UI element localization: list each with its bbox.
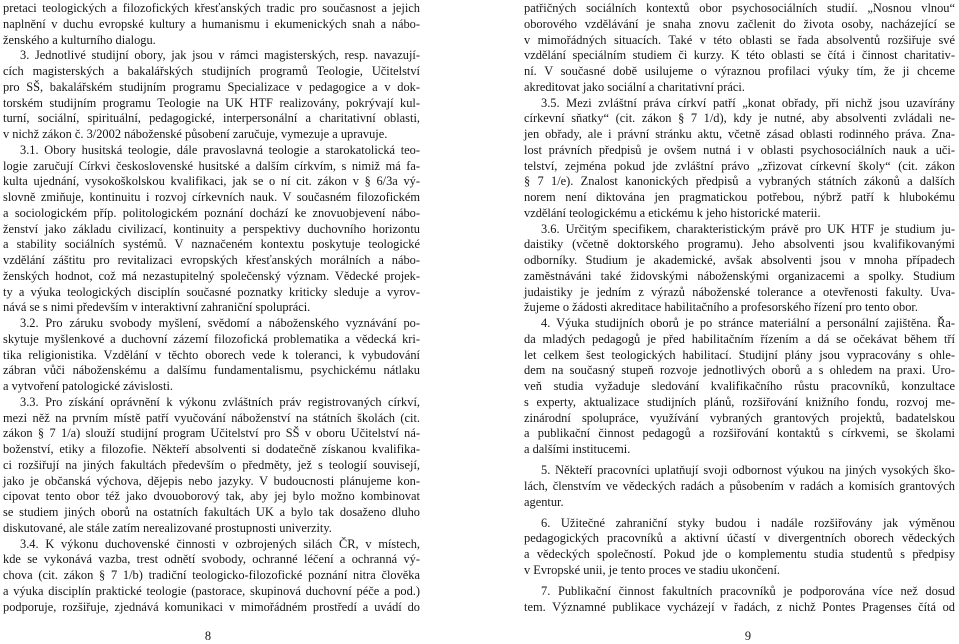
paragraph-3-2 [3, 316, 420, 395]
text-line: turní, sociální, spirituální, pedagogické, interpersonální a charitativní oblasti, [3, 111, 420, 126]
text-line: tem. Významné publikace vycházejí v řadách, z nichž Pontes Pragenses čítá od [524, 599, 955, 614]
text-line: 3.1. Obory husitská teologie, dále pravoslavná teologie a starokatolická teo- [20, 142, 420, 157]
paragraph-4 [524, 316, 955, 458]
text-line: vzdělání speciálním studiem či kurzy. K této oblasti se čítá i činnost charitativ- [524, 48, 955, 63]
text-line: slovně zmiňuje, kontinuitu i rozvoj církevních nauk. V současném filozofickém [3, 190, 420, 204]
text-line: § 7 1/e). Znalost kanonických předpisů a vybraných státních zákonů a dalších [524, 174, 955, 189]
text-line: a sociologickém příp. politologickém poznání dochází ke znovuobjevení nábo- [3, 205, 420, 220]
text-line: diskutované, ale stále zatím nerealizované prostupnosti univerzity. [3, 520, 332, 535]
text-line: a stability sociálních systémů. V naznačeném kontextu poskytuje teologické [3, 237, 420, 252]
text-line: skytuje myšlenkové a duchovní zázemí filozofická problematika a vědecká kri- [3, 331, 420, 346]
text-line: a publikační činnost pedagogů a rozšiřování kontaktů s církvemi, se školami [524, 426, 955, 441]
text-line: 4. Výuka studijních oborů je po stránce materiální a personální zajištěna. Řa- [541, 316, 955, 330]
text-line: kulta ujednání, vysokoškolskou kvalifikaci, jak se o ní cit. zákon v § 6/3a vý- [3, 174, 420, 189]
text-line: lost právních předpisů je ovšem nutná i v oblasti psychosociálních nauk a uči- [524, 142, 955, 157]
paragraph-3-4 [3, 537, 420, 616]
text-line: 3.3. Pro získání oprávnění k výkonu zvláštních práv registrovaných církví, [20, 394, 420, 409]
text-line: a vytvoření patologické závislosti. [3, 379, 173, 393]
text-line: a výuka disciplín praktické teologie (pastorace, skupinová duchovní péče a pod.) [3, 583, 420, 598]
text-line: kde se vykonává vazba, trest odnětí svobody, ochranné léčení a ochranná vý- [3, 552, 420, 567]
text-line: 3. Jednotlivé studijní obory, jak jsou v rámci magisterských, resp. navazují- [20, 48, 420, 63]
text-line: zinárodní spolupráce, využívání vybraných grantových projektů, badatelskou [524, 410, 955, 425]
text-line: vzdělání teologickému a etickému k jeho historické materii. [524, 205, 821, 220]
paragraph-6 [524, 516, 955, 579]
text-line: cipovat tento obor též jako dvouoborový tak, aby jej bylo možno kombinovat [3, 489, 420, 504]
text-line: tika religionistika. Vzdělání v těchto oborech vede k toleranci, k vybudování [3, 347, 420, 362]
text-line: 3.6. Určitým specifikem, charakteristickým právě pro UK HTF je studium ju- [541, 221, 955, 236]
text-line: pro SŠ, bakalářském studijním programu Specializace v pedagogice a v dok- [3, 79, 420, 94]
paragraph-continued-from-previous-page [3, 1, 420, 48]
text-line: da mladých pedagogů je před habilitačním řízením a dá se očekávat během tří [524, 331, 955, 346]
text-line: nává se s nimi především v interaktivní zahraniční spolupráci. [3, 300, 311, 315]
text-line: daistiky (včetně doktorského programu). Jeho absolventi jsou kvalifikovanými [524, 237, 955, 252]
text-line: a dalšími institucemi. [524, 442, 631, 456]
text-line: podporuje, rozšiřuje, zjednává komunikaci v mimořádném prostředí a uvádí do [3, 599, 420, 614]
text-line: jako je občanská výchova, dějepis nebo jazyky. V budoucnosti plánujeme kon- [3, 473, 420, 488]
text-line: patřičných sociálních kontextů obor psychosociálních studií. „Nosnou vlnou“ [524, 1, 955, 15]
paragraph-continued-from-previous-page [524, 1, 955, 96]
text-line: ženských hodnot, což má nezastupitelný společenský význam. Vědecké projek- [3, 268, 420, 283]
paragraph-5 [524, 463, 955, 510]
paragraph-3-3 [3, 395, 420, 537]
text-line: pedagogických pracovníků a aktivní účastí v divergentních oborech vědeckých [524, 531, 955, 546]
page-number: 9 [744, 629, 752, 643]
text-line: ženského a kulturního dialogu. [3, 32, 156, 47]
text-line: judaistiky je jedním z výrazů náboženské tolerance a otevřenosti fakulty. Uva- [524, 284, 955, 299]
text-line: jen obřady, ale i právní stránku aktu, včetně zásad oblasti rodinného práva. Zna- [524, 127, 955, 141]
paragraph-3-5 [524, 96, 955, 222]
text-line: mezi něž na prvním místě patří vyučování náboženství na státních školách (cit. [3, 410, 420, 425]
text-line: cích magisterských a bakalářských studijních programů Teologie, Učitelství [3, 64, 420, 78]
text-line: norem není diktována jen pragmatickou potřebou, nýbrž patří k hlubokému [524, 190, 955, 204]
left-page [0, 0, 470, 643]
text-line: ty a výuka teologických disciplín současné poznatky kriticky sleduje a vyrov- [3, 284, 420, 299]
text-line: logie zaručují Církvi československé husitské a dalším církvím, s nimiž má fa- [3, 158, 420, 173]
text-line: telství, zejména pokud jde zvláštní právo „zřizovat církevní školy“ (cit. zákon [524, 158, 955, 173]
text-line: chova (cit. zákon § 7 1/b) tradiční teologicko-filozofické poznání nitra člověka [3, 568, 420, 582]
text-line: 3.2. Pro záruku svobody myšlení, svědomí a náboženského vyznávání po- [20, 316, 420, 330]
text-line: lách, členstvím ve vědeckých radách a působením v radách a komisích grantových [524, 478, 955, 493]
text-line: boženství, etiky a filozofie. Někteří absolventi si dodatečně získanou kvalifika- [3, 442, 420, 456]
text-line: v nichž zákon č. 3/2002 náboženské působení zaručuje, vymezuje a upravuje. [3, 127, 388, 141]
text-line: žujeme o žádosti akreditace habilitačního a profesorského řízení pro tento obor. [524, 300, 918, 315]
text-line: vzdělání záštitu pro revitalizaci evropských křesťanských morálních a nábo- [3, 253, 420, 267]
text-line: ženství jako základu civilizací, kontinuity a perspektivy duchovního horizontu [3, 221, 420, 236]
right-page [480, 0, 959, 643]
text-line: zábran vůči náboženskému a dalšímu fundamentalismu, psychickému nátlaku [3, 363, 420, 378]
page-number: 8 [204, 629, 212, 643]
text-line: 6. Užitečné zahraniční styky budou i nadále rozšiřovány jak výměnou [541, 515, 955, 530]
text-line: v Evropské unii, je tento proces ve stadiu ukončení. [524, 562, 781, 577]
text-line: odborníky. Studium je akademické, avšak absolventi jsou v mnoha případech [524, 253, 955, 267]
text-line: v mimořádných situacích. Také v této oblasti se řada absolventů rozšiřuje své [524, 32, 955, 47]
text-line: zaměstnáváni také židovskými náboženskými organizacemi a spolky. Studium [524, 268, 955, 283]
text-line: církevní sňatky“ (cit. zákon § 7 1/d), kdy je nutné, aby absolventi zvládali ne- [524, 111, 955, 126]
right-text-column [524, 1, 955, 615]
text-line: veň studia vyžaduje sledování kvalifikačního růstu pracovníků, konzultace [524, 379, 955, 393]
left-text-column [3, 1, 420, 615]
text-line: zákon § 7 1/a) slouží studijní program Učitelství pro SŠ v oboru Učitelství ná- [3, 426, 420, 441]
text-line: agentur. [524, 494, 564, 509]
text-line: let celkem šest teologických habilitací. Studijní plány jsou vypracovány s ohle- [524, 347, 955, 362]
text-line: torském studijním programu Teologie na UK HTF realizovány, pokrývají kul- [3, 95, 420, 110]
text-line: 3.4. K výkonu duchovenské činnosti v ozbrojených silách ČR, v místech, [20, 536, 420, 551]
text-line: ci rozšiřují na jiných fakultách především o předměty, jež s teologií souvisejí, [3, 457, 420, 472]
text-line: s experty, aktualizace studijních plánů, rozšiřování knižního fondu, rozvoj me- [524, 394, 955, 409]
text-line: 5. Někteří pracovníci uplatňují svoji odbornost výukou na jiných vysokých ško- [541, 463, 955, 478]
text-line: akreditovat jako sociální a charitativní práci. [524, 79, 745, 94]
paragraph-3 [3, 48, 420, 143]
paragraph-3-6 [524, 222, 955, 317]
text-line: ní. V současné době usilujeme o výraznou profilaci výuky tím, že ji chceme [524, 64, 955, 78]
text-line: dem na současný stupeň rozvoje jednotlivých oborů a s ohledem na praxi. Uro- [524, 363, 955, 378]
text-line: se studiem jiných oborů na ostatních fakultách UK a bylo tak dosaženo dluho [3, 505, 420, 519]
text-line: pretaci teologických a filozofických křesťanských tradic pro současnost a jejich [3, 1, 420, 15]
text-line: 7. Publikační činnost fakultních pracovníků je podporována více než dosud [541, 583, 955, 598]
paragraph-3-1 [3, 143, 420, 316]
text-line: 3.5. Mezi zvláštní práva církví patří „konat obřady, při nichž jsou uzavírány [541, 95, 955, 110]
text-line: a vědeckých společností. Pokud jde o komplementu studia studentů s předpisy [524, 547, 955, 562]
text-line: oborového vzdělávání je snaha znovu začlenit do života osoby, nacházející se [524, 16, 955, 31]
text-line: naplnění v duchu evropské kultury a humanismu i ekumenických snah a nábo- [3, 16, 420, 31]
paragraph-7 [524, 584, 955, 616]
